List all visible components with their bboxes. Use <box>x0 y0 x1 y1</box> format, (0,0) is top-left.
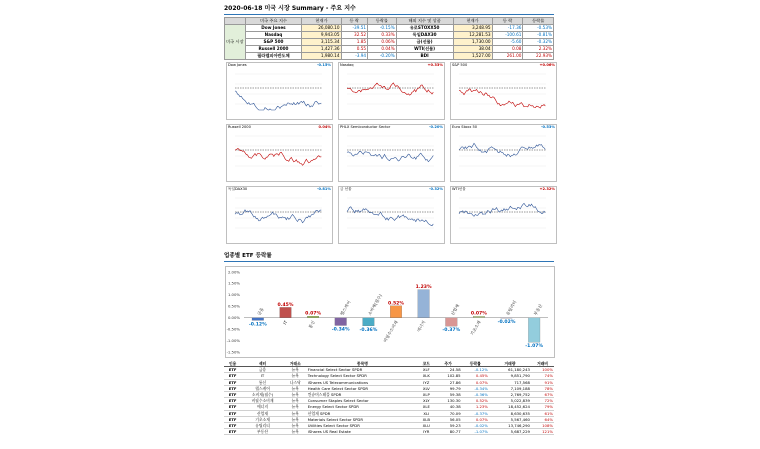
global-pct: -0.81% <box>523 32 554 39</box>
index-chart-title: Nasdaq <box>340 63 354 67</box>
etf-col-header: 인용 <box>224 361 241 367</box>
etf-cell: Financial Select Sector SPDR <box>307 367 418 373</box>
etf-cell: 0.45% <box>462 373 489 379</box>
etf-cell: 91% <box>531 379 554 385</box>
index-change: -39.51 <box>341 25 368 32</box>
etf-cell: -0.02% <box>462 423 489 429</box>
etf-cell: ETF <box>224 404 241 410</box>
etf-cell: 8,630,635 <box>489 410 531 416</box>
etf-cell: 뉴욕 <box>284 423 307 429</box>
etf-cell: 나스닥 <box>284 379 307 385</box>
summary-row <box>225 32 554 39</box>
etf-cell: 108% <box>531 423 554 429</box>
bar-value-label: -1.07% <box>525 344 544 350</box>
region-label: 미국 시장 <box>225 25 246 60</box>
global-change: -5.60 <box>492 39 523 46</box>
etf-col-header: 거래소 <box>284 361 307 367</box>
index-name: S&P 500 <box>245 39 302 46</box>
bar-value-label: -0.37% <box>442 328 461 334</box>
etf-cell: ETF <box>224 392 241 398</box>
etf-cell: 24.58 <box>435 367 462 373</box>
etf-table <box>224 361 554 435</box>
bar-value-label: 0.52% <box>388 301 404 307</box>
etf-cell: 78% <box>531 385 554 391</box>
etf-cell: Technology Select Sector SPDR <box>307 373 418 379</box>
index-price: 26,080.10 <box>302 25 341 32</box>
etf-cell: 40.38 <box>435 404 462 410</box>
chart-series-line <box>235 149 321 166</box>
global-name: 독일DAX30 <box>396 32 453 39</box>
index-chart-pct: -0.20% <box>429 125 443 129</box>
etf-cell: 0.07% <box>462 379 489 385</box>
etf-cell: iShares US Real Estate <box>307 429 418 435</box>
etf-cell: 1.23% <box>462 404 489 410</box>
region-header <box>225 18 246 25</box>
etf-cell: Health Care Select Sector SPDR <box>307 385 418 391</box>
chart-series-line <box>347 207 433 226</box>
bar-value-label: 0.45% <box>277 302 294 308</box>
etf-cell: -0.37% <box>462 410 489 416</box>
bar-value-label: -0.12% <box>248 322 267 328</box>
index-price: 9,943.05 <box>302 32 341 39</box>
y-tick-label: -1.00% <box>226 337 240 343</box>
index-pct: -0.15% <box>368 25 397 32</box>
global-price: 3,248.95 <box>453 25 492 32</box>
index-chart <box>338 186 445 244</box>
index-chart-svg <box>451 192 556 242</box>
index-chart-title: Euro Stoxx 50 <box>452 125 478 129</box>
category-label: 부동산 <box>532 303 544 317</box>
index-change: 1.85 <box>341 39 368 46</box>
etf-cell: 에너지 <box>241 404 283 410</box>
index-chart-svg <box>227 68 332 118</box>
etf-col-header: 주가 <box>435 361 462 367</box>
etf-cell: 70.09 <box>435 410 462 416</box>
global-price: 12,281.53 <box>453 32 492 39</box>
etf-bar <box>280 307 292 317</box>
etf-cell: ETF <box>224 423 241 429</box>
index-chart-title: PHLX Semiconductor Sector <box>340 125 391 129</box>
index-chart-pct: +0.33% <box>427 63 443 67</box>
etf-cell: 18,452,624 <box>489 404 531 410</box>
etf-cell: 100% <box>531 367 554 373</box>
index-chart-svg <box>339 192 444 242</box>
chart-series-line <box>459 89 545 108</box>
etf-cell: 74% <box>531 373 554 379</box>
global-name: BDI <box>396 53 453 60</box>
etf-cell: 뉴욕 <box>284 429 307 435</box>
index-chart-pct: +0.06% <box>539 63 555 67</box>
summary-row <box>225 39 554 46</box>
index-pct: 0.06% <box>368 39 397 46</box>
index-name: Russell 2000 <box>245 46 302 53</box>
etf-cell: ETF <box>224 373 241 379</box>
index-chart-title: Russell 2000 <box>228 125 251 129</box>
col-header: 현재가 <box>453 18 492 25</box>
category-label: 기초소재 <box>469 319 482 337</box>
etf-cell: 72% <box>531 398 554 404</box>
index-price: 1,427.36 <box>302 46 341 53</box>
etf-cell: 59.23 <box>435 423 462 429</box>
etf-cell: iShares US Telecommunications <box>307 379 418 385</box>
bar-value-label: 0.07% <box>305 311 322 317</box>
etf-cell: -0.36% <box>462 392 489 398</box>
category-label: IT <box>282 319 289 326</box>
etf-bar-chart <box>225 266 555 358</box>
etf-cell: 80.77 <box>435 429 462 435</box>
index-change: 32.52 <box>341 32 368 39</box>
etf-cell: ETF <box>224 367 241 373</box>
chart-series-line <box>235 91 321 110</box>
index-chart-title: WTI선물 <box>452 187 466 191</box>
index-pct: -0.20% <box>368 53 397 60</box>
y-tick-label: -1.50% <box>226 349 240 355</box>
index-name: Dow Jones <box>245 25 302 32</box>
etf-bar <box>363 318 375 326</box>
etf-cell: 뉴욕 <box>284 398 307 404</box>
etf-row <box>224 429 554 435</box>
etf-section-title: 업종별 ETF 등락률 <box>224 252 554 262</box>
index-chart-title: 독일DAX30 <box>228 187 248 191</box>
chart-series-line <box>459 203 545 216</box>
index-summary-table <box>224 17 554 60</box>
etf-cell: 유틸리티 <box>241 423 283 429</box>
etf-col-header: 종목명 <box>307 361 418 367</box>
etf-cell: 2,769,752 <box>489 392 531 398</box>
etf-cell: ETF <box>224 379 241 385</box>
etf-cell: 5,022,839 <box>489 398 531 404</box>
category-label: 금융 <box>256 306 265 317</box>
etf-cell: Materials Select Sector SPDR <box>307 416 418 422</box>
etf-cell: 부동산 <box>241 429 283 435</box>
col-header: 현재가 <box>302 18 341 25</box>
etf-cell: 뉴욕 <box>284 416 307 422</box>
y-tick-label: 0.50% <box>227 303 240 309</box>
index-chart-title: 금 선물 <box>340 187 352 191</box>
global-pct: 22.93% <box>523 53 554 60</box>
index-chart-svg <box>339 130 444 180</box>
index-chart-title: S&P 500 <box>452 63 468 67</box>
etf-cell: 5,567,460 <box>489 416 531 422</box>
global-price: 1,730.00 <box>453 39 492 46</box>
global-change: -17.36 <box>492 25 523 32</box>
index-chart <box>226 186 333 244</box>
global-pct: -0.53% <box>523 25 554 32</box>
etf-cell: 통신 <box>241 379 283 385</box>
global-price: 38.04 <box>453 46 492 53</box>
etf-cell: 산업재 SPDR <box>307 410 418 416</box>
index-pct: 0.33% <box>368 32 397 39</box>
col-header: 등락률 <box>523 18 554 25</box>
etf-cell: ETF <box>224 410 241 416</box>
chart-series-line <box>347 151 433 161</box>
etf-cell: 기초소재 <box>241 416 283 422</box>
global-change: 261.00 <box>492 53 523 60</box>
etf-cell: 64% <box>531 416 554 422</box>
index-chart <box>338 124 445 182</box>
etf-col-header: 거래량 <box>489 361 531 367</box>
index-chart-svg <box>451 68 556 118</box>
summary-row <box>225 46 554 53</box>
col-header: 미국 주요 지수 <box>245 18 302 25</box>
index-change: -3.94 <box>341 53 368 60</box>
etf-bar <box>252 318 264 321</box>
category-label: 통신 <box>307 319 316 330</box>
bar-value-label: -0.36% <box>359 327 378 333</box>
index-chart <box>450 186 557 244</box>
index-chart-svg <box>339 68 444 118</box>
global-name: WTI(선물) <box>396 46 453 53</box>
etf-cell: 뉴욕 <box>284 373 307 379</box>
etf-cell: 헬스케어 <box>241 385 283 391</box>
index-price: 3,115.34 <box>302 39 341 46</box>
etf-cell: 27.86 <box>435 379 462 385</box>
col-header: 등 락 <box>492 18 523 25</box>
etf-cell: -1.07% <box>462 429 489 435</box>
col-header: 등 락 <box>341 18 368 25</box>
index-chart <box>450 124 557 182</box>
etf-cell: ETF <box>224 429 241 435</box>
index-chart <box>338 62 445 120</box>
global-price: 1,527.00 <box>453 53 492 60</box>
bar-value-label: -0.34% <box>331 327 350 333</box>
etf-cell: 67% <box>531 392 554 398</box>
etf-cell: XLE <box>418 404 435 410</box>
etf-cell: XLY <box>418 398 435 404</box>
etf-cell: 뉴욕 <box>284 385 307 391</box>
index-chart <box>226 124 333 182</box>
etf-cell: Utilities Select Sector SPDR <box>307 423 418 429</box>
index-chart-svg <box>227 130 332 180</box>
category-label: 비필수소비재 <box>382 319 399 344</box>
global-name: 금(선물) <box>396 39 453 46</box>
etf-col-header: 섹터 <box>241 361 283 367</box>
summary-header-row <box>225 18 554 25</box>
etf-cell: IT <box>241 373 283 379</box>
etf-cell: XLV <box>418 385 435 391</box>
category-label: 산업재 <box>449 303 461 317</box>
index-chart-svg <box>227 192 332 242</box>
bar-value-label: -0.02% <box>497 320 516 326</box>
etf-bar <box>335 318 347 326</box>
etf-cell: -0.34% <box>462 385 489 391</box>
etf-cell: 9,851,790 <box>489 373 531 379</box>
etf-cell: 5,687,229 <box>489 429 531 435</box>
etf-cell: XLB <box>418 416 435 422</box>
etf-bar-chart-svg <box>226 267 554 357</box>
y-tick-label: -0.50% <box>226 326 240 332</box>
etf-cell: 뉴욕 <box>284 410 307 416</box>
etf-cell: 56.05 <box>435 416 462 422</box>
y-tick-label: 1.00% <box>227 292 240 298</box>
etf-cell: 102.85 <box>435 373 462 379</box>
etf-cell: 뉴욕 <box>284 404 307 410</box>
etf-cell: 0.52% <box>462 398 489 404</box>
index-name: 필라델피아반도체 <box>245 53 302 60</box>
col-header: 등락률 <box>368 18 397 25</box>
index-chart-pct: -0.81% <box>317 187 331 191</box>
etf-cell: 산업재 <box>241 410 283 416</box>
etf-cell: 13,746,290 <box>489 423 531 429</box>
global-change: 0.08 <box>492 46 523 53</box>
global-pct: 2.32% <box>523 46 554 53</box>
etf-cell: XLK <box>418 373 435 379</box>
etf-cell: 130.30 <box>435 398 462 404</box>
category-label: 유틸리티 <box>505 299 518 317</box>
etf-col-header: 거래비 <box>531 361 554 367</box>
category-label: 헬스케어 <box>339 299 352 317</box>
index-chart-pct: 0.04% <box>318 125 331 129</box>
chart-series-line <box>347 83 433 95</box>
y-tick-label: 0.00% <box>227 315 240 321</box>
etf-cell: 7,109,188 <box>489 385 531 391</box>
etf-cell: ETF <box>224 416 241 422</box>
etf-cell: 뉴욕 <box>284 392 307 398</box>
global-name: 유로STOXX50 <box>396 25 453 32</box>
bar-value-label: 1.23% <box>415 285 432 291</box>
etf-cell: 717,568 <box>489 379 531 385</box>
index-chart-pct: -0.32% <box>429 187 443 191</box>
summary-row <box>225 25 554 32</box>
etf-cell: 컨슈머스테플 SPDR <box>307 392 418 398</box>
etf-cell: XLF <box>418 367 435 373</box>
global-pct: -0.32% <box>523 39 554 46</box>
index-chart-pct: -0.53% <box>541 125 555 129</box>
col-header: 해외 지수 및 상품 <box>396 18 453 25</box>
etf-bar <box>418 290 430 318</box>
index-chart <box>450 62 557 120</box>
index-chart-svg <box>451 130 556 180</box>
etf-cell: 뉴욕 <box>284 367 307 373</box>
etf-cell: XLU <box>418 423 435 429</box>
summary-row <box>225 53 554 60</box>
etf-cell: Energy Select Sector SPDR <box>307 404 418 410</box>
etf-cell: Consumer Staples Select Sector <box>307 398 418 404</box>
etf-bar <box>501 318 513 319</box>
page-title: 2020-06-18 미국 시장 Summary - 주요 지수 <box>224 4 554 15</box>
etf-cell: 소비재(필수) <box>241 392 283 398</box>
etf-col-header: 코드 <box>418 361 435 367</box>
index-chart <box>226 62 333 120</box>
etf-cell: 61% <box>531 410 554 416</box>
etf-cell: IYR <box>418 429 435 435</box>
etf-col-header: 등락률 <box>462 361 489 367</box>
etf-cell: IYZ <box>418 379 435 385</box>
index-change: 0.55 <box>341 46 368 53</box>
etf-cell: 금융 <box>241 367 283 373</box>
index-chart-title: Dow Jones <box>228 63 247 67</box>
etf-cell: 99.79 <box>435 385 462 391</box>
index-chart-pct: +2.32% <box>539 187 555 191</box>
etf-cell: 비필수소비재 <box>241 398 283 404</box>
etf-cell: 79% <box>531 404 554 410</box>
category-label: 소비재(필수) <box>366 293 384 317</box>
index-pct: 0.04% <box>368 46 397 53</box>
etf-cell: XLI <box>418 410 435 416</box>
report-page <box>224 4 554 447</box>
category-label: 에너지 <box>416 319 427 333</box>
etf-cell: 59.38 <box>435 392 462 398</box>
y-tick-label: 1.50% <box>227 280 240 286</box>
index-chart-pct: -0.15% <box>317 63 331 67</box>
etf-bar <box>528 318 540 343</box>
etf-cell: 61,180,243 <box>489 367 531 373</box>
etf-cell: 121% <box>531 429 554 435</box>
index-price: 1,980.14 <box>302 53 341 60</box>
etf-bar <box>390 306 402 318</box>
bar-value-label: 0.07% <box>470 311 487 317</box>
global-change: -100.61 <box>492 32 523 39</box>
etf-cell: ETF <box>224 385 241 391</box>
etf-cell: 0.07% <box>462 416 489 422</box>
etf-cell: ETF <box>224 398 241 404</box>
etf-cell: -0.12% <box>462 367 489 373</box>
etf-cell: XLP <box>418 392 435 398</box>
y-tick-label: 2.00% <box>227 269 240 275</box>
etf-bar <box>446 318 458 327</box>
index-name: Nasdaq <box>245 32 302 39</box>
